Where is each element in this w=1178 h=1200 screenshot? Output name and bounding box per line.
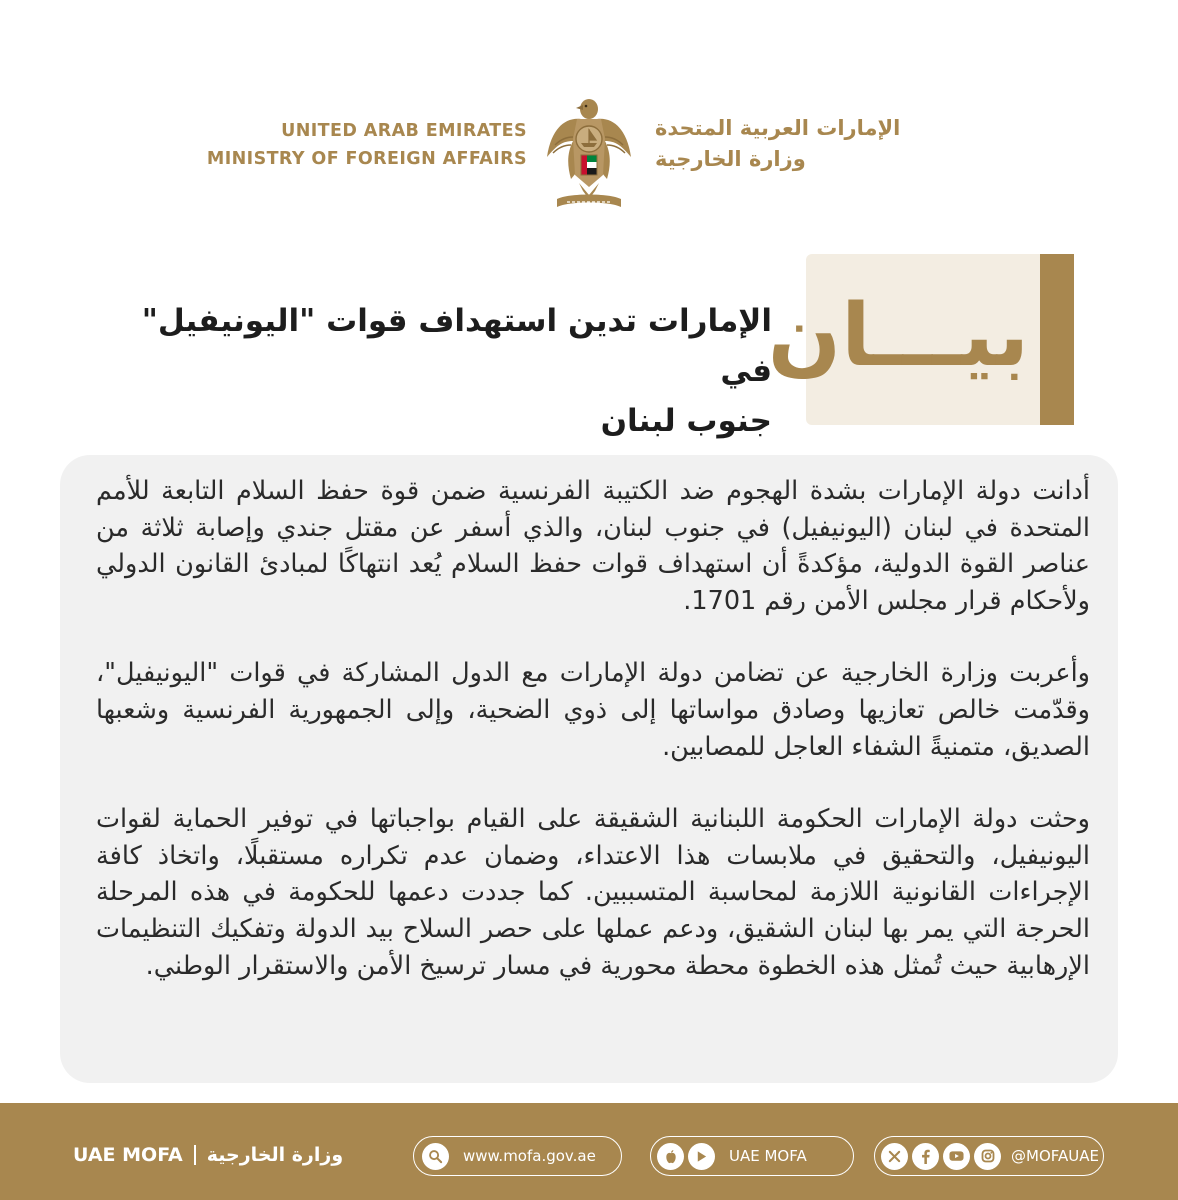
statement-body-card xyxy=(60,455,1118,1083)
footer-brand-arabic: وزارة الخارجية xyxy=(206,1144,344,1166)
app-store-links[interactable] xyxy=(650,1136,854,1176)
uae-emblem-icon xyxy=(543,95,635,213)
statement-badge xyxy=(767,254,1074,425)
badge-accent-bar xyxy=(1040,254,1074,425)
footer-brand-english: UAE MOFA xyxy=(73,1144,183,1166)
title-line-2: جنوب لبنان xyxy=(600,403,772,439)
footer-brand xyxy=(73,1140,343,1170)
arabic-country-line: الإمارات العربية المتحدة xyxy=(655,116,901,140)
ministry-name-english xyxy=(207,117,527,173)
english-country-line: UNITED ARAB EMIRATES xyxy=(281,121,527,141)
youtube-icon[interactable] xyxy=(943,1143,970,1170)
body-paragraph-3: وحثت دولة الإمارات الحكومة اللبنانية الشقيقة على القيام بواجباتها في توفير الحماية لقوات اليونيفيل، والتحقيق في ملابسات هذا الاعتداء، وضمان عدم تكراره مستقبلًا، واتخاذ كافة الإجراءات القانونية اللازمة لمحاسبة المتسببين. كما جددت دعمها للحكومة في هذه المرحلة الحرجة التي يمر بها لبنان الشقيق، ودعم عملها على حصر السلاح بيد الدولة وتفكيك التنظيمات الإرهابية حيث تُمثل هذه الخطوة محطة محورية في مسار ترسيخ الأمن والاستقرار الوطني. xyxy=(96,804,1090,981)
body-paragraph-1: أدانت دولة الإمارات بشدة الهجوم ضد الكتيبة الفرنسية ضمن قوة حفظ السلام التابعة للأمم المتحدة في لبنان (اليونيفيل) في جنوب لبنان، والذي أسفر عن مقتل جندي وإصابة ثلاثة من عناصر القوة الدولية، مؤكدةً أن استهداف قوات حفظ السلام يُعد انتهاكًا لمبادئ القانون الدولي ولأحكام قرار مجلس الأمن رقم 1701. xyxy=(96,476,1090,616)
website-link[interactable] xyxy=(413,1136,622,1176)
english-ministry-line: MINISTRY OF FOREIGN AFFAIRS xyxy=(206,149,527,169)
statement-body xyxy=(96,473,1090,1020)
website-url: www.mofa.gov.ae xyxy=(463,1147,596,1165)
ministry-name-arabic xyxy=(655,113,900,175)
title-line-1: الإمارات تدين استهداف قوات "اليونيفيل" في xyxy=(141,303,772,389)
apple-icon[interactable] xyxy=(657,1143,684,1170)
statement-label: بيـــان xyxy=(767,286,1029,386)
x-icon[interactable] xyxy=(881,1143,908,1170)
social-handle: @MOFAUAE xyxy=(1011,1147,1099,1165)
instagram-icon[interactable] xyxy=(974,1143,1001,1170)
social-links[interactable] xyxy=(874,1136,1104,1176)
app-name: UAE MOFA xyxy=(729,1147,807,1165)
facebook-icon[interactable] xyxy=(912,1143,939,1170)
play-store-icon[interactable] xyxy=(688,1143,715,1170)
statement-title xyxy=(112,296,772,446)
body-paragraph-2: وأعربت وزارة الخارجية عن تضامن دولة الإمارات مع الدول المشاركة في قوات "اليونيفيل"، وقدّمت خالص تعازيها وصادق مواساتها إلى ذوي الضحية، وإلى الجمهورية الفرنسية وشعبها الصديق، متمنيةً الشفاء العاجل للمصابين. xyxy=(96,658,1090,762)
arabic-ministry-line: وزارة الخارجية xyxy=(655,147,806,171)
search-icon xyxy=(422,1143,449,1170)
footer-brand-divider xyxy=(194,1145,196,1165)
footer-bar xyxy=(0,1103,1178,1200)
